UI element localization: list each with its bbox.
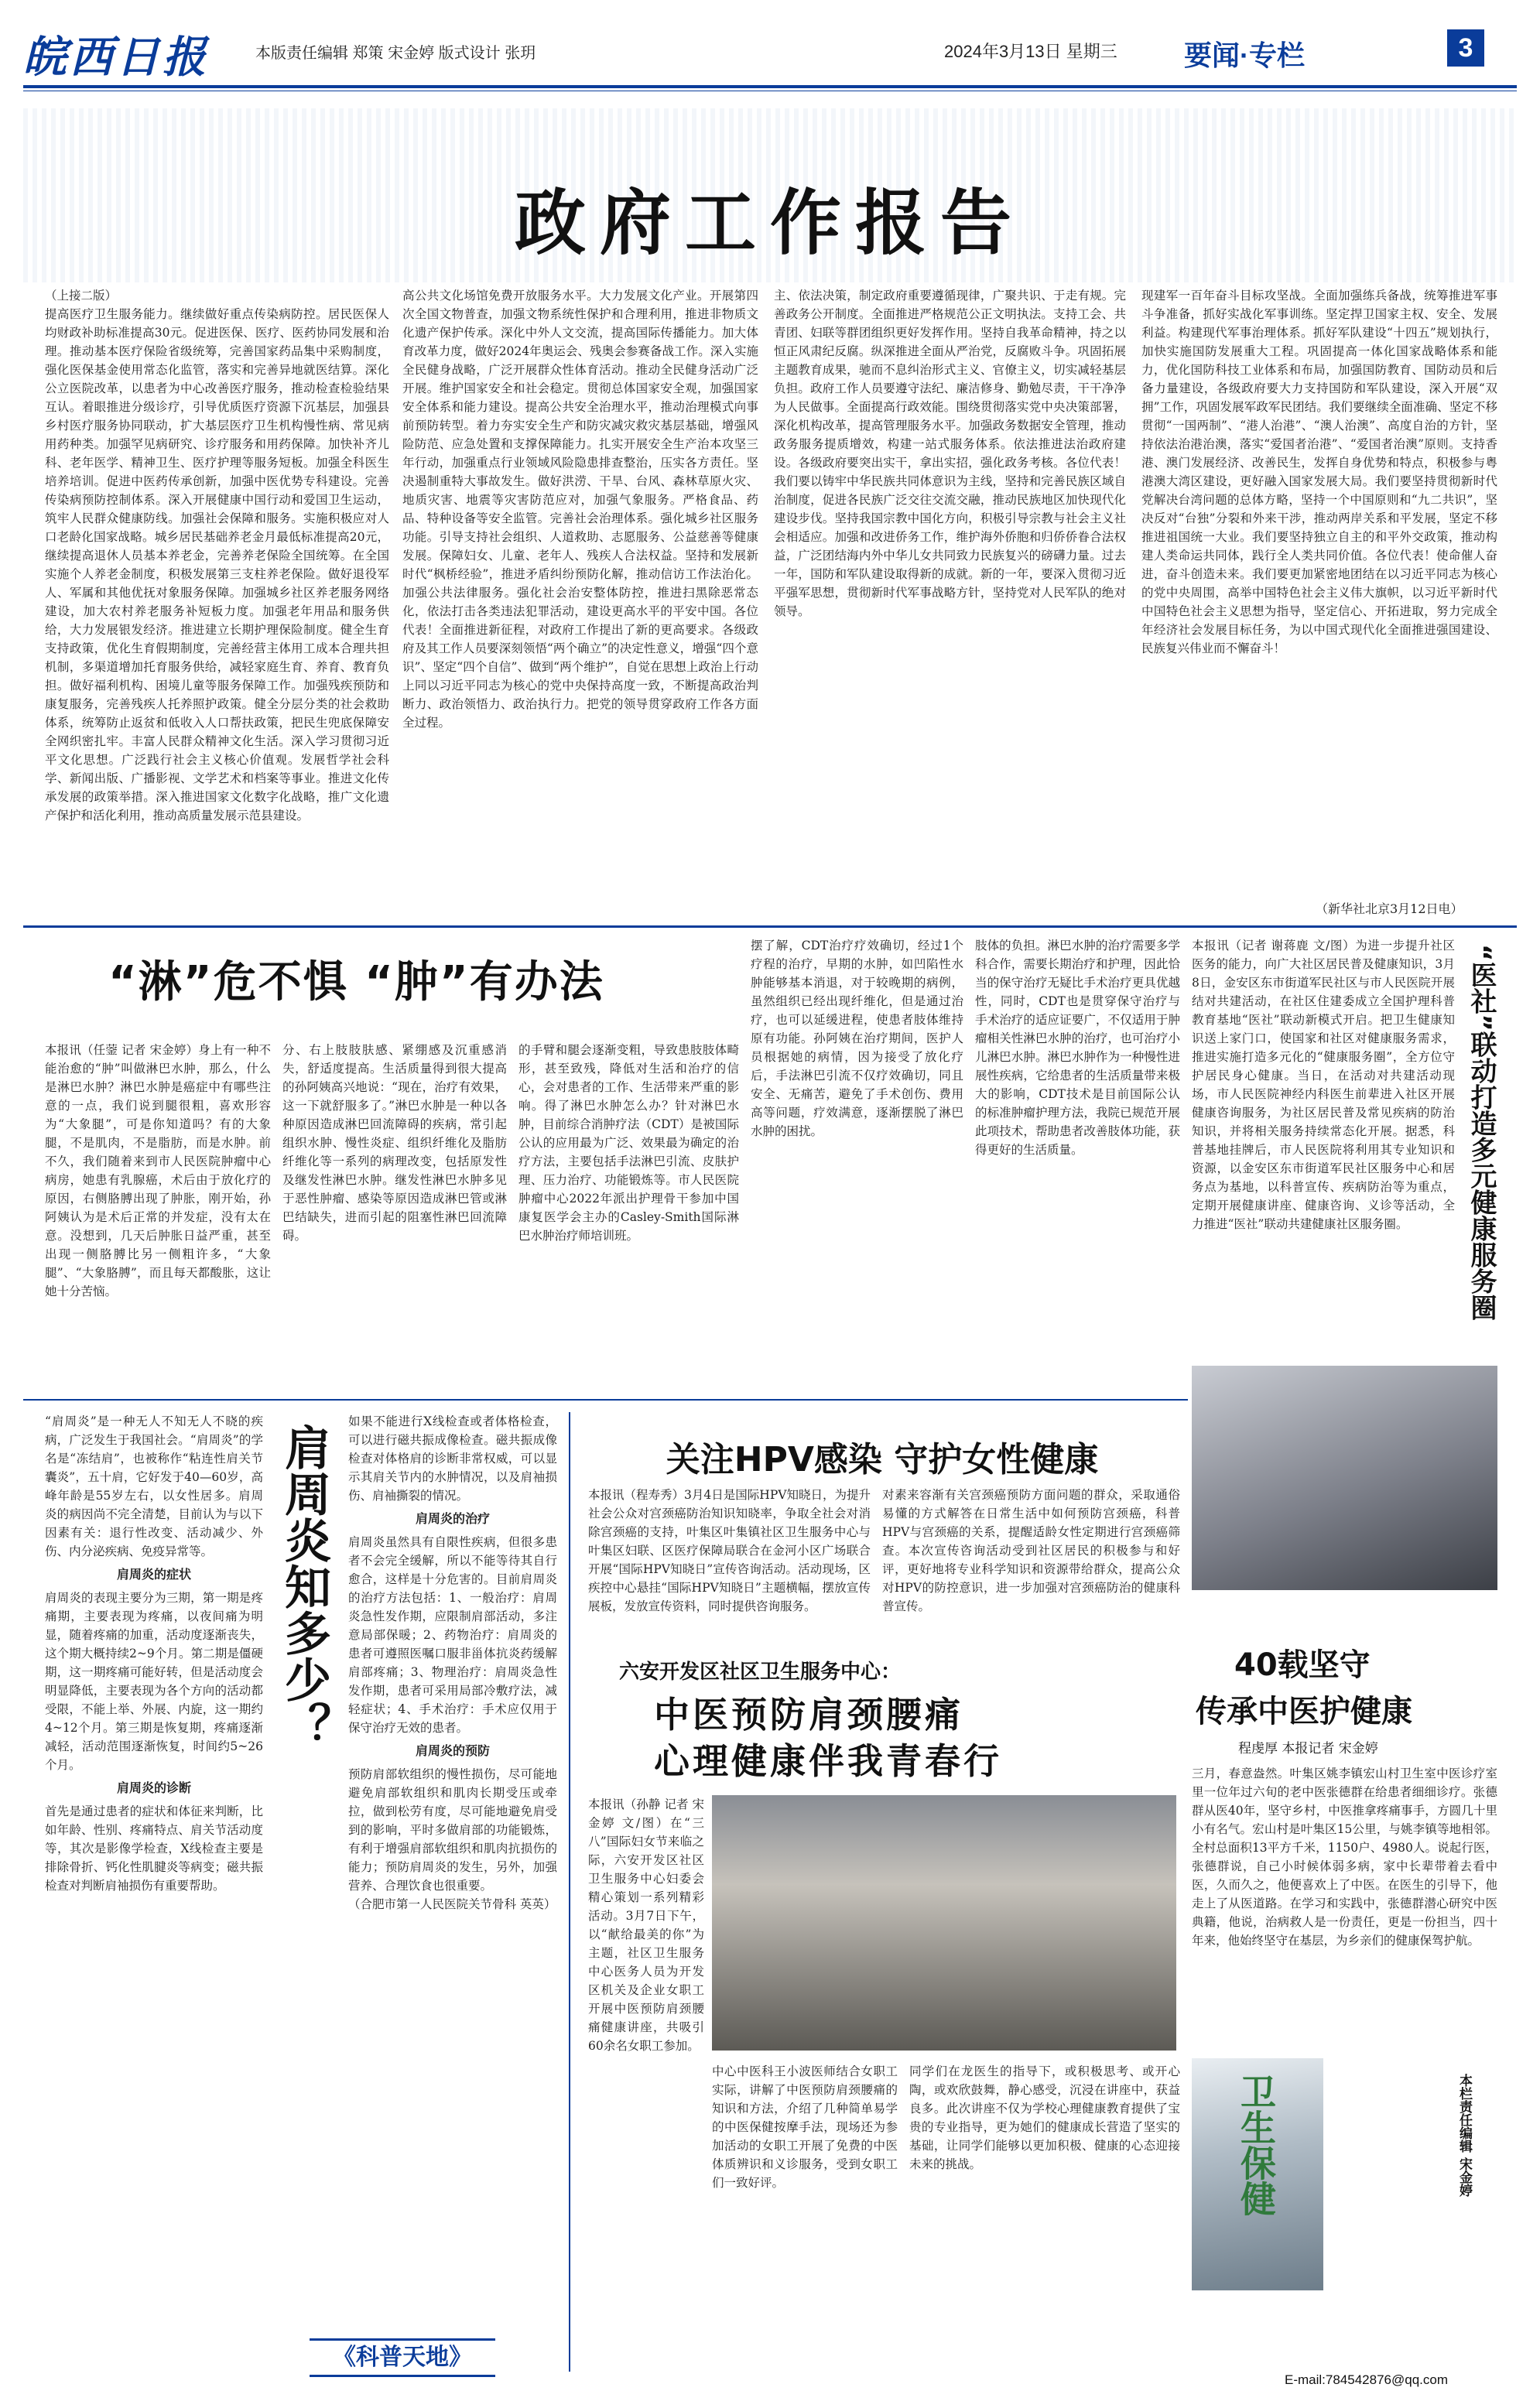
forty-text: 三月，春意盎然。叶集区姚李镇宏山村卫生室中医诊疗室里一位年过六旬的老中医张德群在给患者细细诊疗。张德群从医40年，坚守乡村，中医推拿疼痛事手，方圆几十里小有名气。宏山村是叶集区15公里，与姚李镇等地相邻。全村总面积13平方千米，1150户、4980人。说起行医，张德群说，自己小时候体弱多病，家中长辈带着去看中医，久而久之，他便喜欢上了中医。在医生的引导下，他走上了从医道路。在学习和实践中，张德群潜心研究中医典籍，他说，治病救人是一份责任，更是一份担当，四十年来，他始终坚守在基层，为乡亲们的健康保驾护航。 xyxy=(1192,1767,1497,1948)
shoulder-treatment-text: 肩周炎虽然具有自限性疾病，但很多患者不会完全缓解，所以不能等待其自行愈合，这样是十分危害的。目前肩周炎的治疗方法包括：1、一般治疗：肩周炎急性发作期，应限制肩部活动，多注意局部保暖；2、药物治疗：肩周炎的患者可遵照医嘱口服非甾体抗炎药缓解肩部疼痛；3、物理治疗：肩周炎急性发作期，患者可采用局部冷敷疗法，减轻症状；4、手术治疗：手术应仅用于保守治疗无效的患者。 xyxy=(348,1535,557,1735)
hpv-text-2: 对素来容渐有关宫颈癌预防方面问题的群众，采取通俗易懂的方式解答在日常生活中如何预防宫颈癌，科普HPV与宫颈癌的关系，提醒适龄女性定期进行宫颈癌筛查。本次宣传咨询活动受到社区居民的积极参与和好评，更好地将专业科学知识和资源带给群众，提高公众对HPV的防控意识，进一步加强对宫颈癌防治的健康科普宣传。 xyxy=(882,1488,1180,1613)
tcm-text-2: 中心中医科王小波医师结合女职工实际，讲解了中医预防肩颈腰痛的知识和方法，介绍了几种简单易学的中医保健按摩手法，现场还为参加活动的女职工开展了免费的中医体质辨识和义诊服务，受到女职工们一致好评。 xyxy=(712,2064,898,2190)
report-column-3 xyxy=(774,286,1126,921)
report-text-3: 主、依法决策，制定政府重要遵循现律，广聚共识、于走有规。完善政务公开制度。全面推进严格规范公正文明执法。支持工会、共青团、妇联等群团组织更好发挥作用。坚持自我革命精神，持之以恒正风肃纪反腐。纵深推进全面从严治党，反腐败斗争。巩固拓展主题教育成果，驰而不息纠治形式主义、官僚主义，切实减轻基层负担。政府工作人员要遵守法纪、廉洁修身、勤勉尽责，干干净净为人民做事。全面提高行政效能。围绕贯彻落实党中央决策部署，深化机构改革，提高管理服务水平。加强政务数据安全管理，推动政务服务提质增效，构建一站式服务体系。依法推进法治政府建设。各级政府要突出实干，拿出实招，强化政务考核。各位代表！我们要以铸牢中华民族共同体意识为主线，坚持和完善民族区域自治制度，促进各民族广泛交往交流交融，推动民族地区加快现代化建设步伐。坚持我国宗教中国化方向，积极引导宗教与社会主义社会相适应。加强和改进侨务工作，维护海外侨胞和归侨侨眷合法权益，广泛团结海内外中华儿女共同致力民族复兴的磅礴力量。过去一年，国防和军队建设取得新的成就。新的一年，要深入贯彻习近平强军思想，贯彻新时代军事战略方针，坚持党对人民军队的绝对领导。 xyxy=(774,289,1126,618)
continued-note: （上接二版） xyxy=(45,289,118,303)
section-divider-2 xyxy=(23,1399,1188,1401)
tcm-text-1: 本报讯（孙静 记者 宋金婷 文/图）在“三八”国际妇女节来临之际，六安开发区社区卫生服务中心妇委会精心策划一系列精彩活动。3月7日下午，以“献给最美的你”为主题，社区卫生服务中心医务人员为开发区机关及企业女职工开展中医预防肩颈腰痛健康讲座，共吸引60余名女职工参加。 xyxy=(588,1797,704,2053)
forty-headline-2: 传承中医护健康 xyxy=(1196,1694,1412,1729)
hpv-column-1 xyxy=(588,1486,871,1648)
editor-credits: 本版责任编辑 郑策 宋金婷 版式设计 张玥 xyxy=(255,45,536,62)
tcm-text-3: 同学们在龙医生的指导下，或积极思考、或开心陶，或欢欣鼓舞，静心感受，沉浸在讲座中，获益良多。此次讲座不仅为学校心理健康教育提供了宝贵的专业指导，更为她们的健康成长营造了坚实的基础，让同学们能够以更加积极、健康的心态迎接未来的挑战。 xyxy=(909,2064,1180,2171)
medical-social-text xyxy=(1192,936,1455,1358)
lymph-column-2 xyxy=(282,1041,507,1393)
column-editor: 本栏责任编辑 宋金婷 xyxy=(1456,2074,1472,2197)
kepu-column-label: 《科普天地》 xyxy=(310,2338,495,2377)
shoulder-diagnosis-heading: 肩周炎的诊断 xyxy=(116,1780,191,1795)
column-rule xyxy=(569,1412,570,2372)
page-number-badge: 3 xyxy=(1447,29,1484,67)
tcm-column-3 xyxy=(909,2062,1180,2372)
forty-headline-1: 40载坚守 xyxy=(1234,1647,1371,1683)
issue-date: 2024年3月13日 星期三 xyxy=(944,42,1117,61)
shoulder-intro: “肩周炎”是一种无人不知无人不晓的疾病，广泛发生于我国社会。“肩周炎”的学名是“冻结肩”，也被称作“粘连性肩关节囊炎”，五十肩，它好发于40—60岁，高峰年龄是55岁左右，以女性居多。肩周炎的病因尚不完全清楚，目前认为与以下因素有关：退行性改变、活动减少、外伤、内分泌疾病、免疫异常等。 xyxy=(45,1414,263,1558)
report-text-4: 现建军一百年奋斗目标攻坚战。全面加强练兵备战，统筹推进军事斗争准备，抓好实战化军事训练。坚定捍卫国家主权、安全、发展利益。构建现代军事治理体系。抓好军队建设“十四五”规划执行，加快实施国防发展重大工程。巩固提高一体化国家战略体系和能力，优化国防科技工业体系和布局，加强国防教育、国防动员和后备力量建设，各级政府要大力支持国防和军队建设，深入开展“双拥”工作，巩固发展军政军民团结。我们要继续全面准确、坚定不移贯彻“一国两制”、“港人治港”、“澳人治澳”、高度自治的方针，坚持依法治港治澳，落实“爱国者治港”、“爱国者治澳”原则。支持香港、澳门发展经济、改善民生，发挥自身优势和特点，积极参与粤港澳大湾区建设，更好融入国家发展大局。我们要坚持贯彻新时代党解决台湾问题的总体方略，坚持一个中国原则和“九二共识”，坚决反对“台独”分裂和外来干涉，推动两岸关系和平发展，坚定不移推进祖国统一大业。我们要坚持独立自主的和平外交政策，推动构建人类命运共同体，践行全人类共同价值。各位代表！使命催人奋进，奋斗创造未来。我们要更加紧密地团结在以习近平同志为核心的党中央周围，高举中国特色社会主义伟大旗帜，以习近平新时代中国特色社会主义思想为指导，坚定信心、开拓进取，努力完成全年经济社会发展目标任务，为以中国式现代化全面推进强国建设、民族复兴伟业而不懈奋斗！ xyxy=(1141,289,1497,655)
section-title: 要闻·专栏 xyxy=(1184,39,1305,71)
hpv-text-1: 本报讯（程寿秀）3月4日是国际HPV知晓日，为提升社会公众对宫颈癌防治知识知晓率，争取全社会对消除宫颈癌的支持，叶集区叶集镇社区卫生服务中心与叶集区妇联、区医疗保障局联合在金河小区广场联合开展“国际HPV知晓日”宣传咨询活动。活动现场，区疾控中心悬挂“国际HPV知晓日”主题横幅，摆放宣传展板，发放宣传资料，同时提供咨询服务。 xyxy=(588,1488,871,1613)
lymph-column-5 xyxy=(975,936,1180,1393)
lymph-column-3 xyxy=(518,1041,739,1393)
shoulder-source: （合肥市第一人民医院关节骨科 英英） xyxy=(348,1897,556,1911)
hpv-headline: 关注HPV感染 守护女性健康 xyxy=(666,1440,1099,1479)
forty-byline: 程虔厚 本报记者 宋金婷 xyxy=(1238,1741,1378,1756)
lymph-text-5: 肢体的负担。淋巴水肿的治疗需要多学科合作，需要长期治疗和护理，因此恰当的保守治疗无疑比手术治疗更具优越性，同时，CDT也是贯穿保守治疗与手术治疗的适应证要广，不仅适用于肿瘤相关性淋巴水肿的治疗，也可治疗小儿淋巴水肿。淋巴水肿作为一种慢性进展性疾病，它给患者的生活质量带来极大的影响，CDT技术是目前国际公认的标准肿瘤护理方法，我院已规范开展此项技术，帮助患者改善肢体功能，获得更好的生活质量。 xyxy=(975,939,1180,1157)
forty-body xyxy=(1192,1764,1497,2039)
shoulder-symptoms-text: 肩周炎的表现主要分为三期，第一期是疼痛期，主要表现为疼痛，以夜间痛为明显，随着疼痛的加重，活动度逐渐丧失，这个期大概持续2~9个月。第二期是僵硬期，这一期疼痛可能好转，但是活动度会明显降低，主要表现为各个方向的活动都受限，不能上举、外展、内旋，这一期约4~12个月。第三期是恢复期，疼痛逐渐减轻，活动范围逐渐恢复，时间约5~26个月。 xyxy=(45,1591,263,1772)
report-column-2 xyxy=(402,286,758,921)
report-column-1 xyxy=(45,286,389,921)
medical-social-body: 本报讯（记者 谢蒋鹿 文/图）为进一步提升社区医务的能力，向广大社区居民普及健康知识，3月8日，金安区东市街道军民社区与市人民医院开展结对共建活动，在社区住建委成立全国护理科普教育基地“医社”联动新模式开启。把卫生健康知识送上家门口，使国家和社区对健康服务需求，推进实施打造多元化的“健康服务圈”，全方位守护居民身心健康。当日，在活动对共建活动现场，市人民医院神经内科医生前辈进入社区开展健康咨询服务，为社区居民普及常见疾病的防治知识，并将相关服务持续常态化开展。据悉，科普基地挂牌后，市人民医院将利用其专业知识和资源，以金安区东市街道军民社区服务中心和居务点为基地，以科普宣传、疾病防治等为重点，定期开展健康讲座、健康咨询、义诊等活动，全力推进“医社”联动共建健康社区服务圈。 xyxy=(1192,939,1455,1231)
report-column-4 xyxy=(1141,286,1497,898)
lymph-text-1: 本报讯（任蓥 记者 宋金婷）身上有一种不能治愈的“肿”叫做淋巴水肿，那么，什么是淋巴水肿？淋巴水肿是癌症中有哪些注意的一点，我们说到腿很粗，喜欢形容为“大象腿”，可是你知道吗？有的大象腿，不是肌肉，不是脂肪，而是水肿。前不久，我们随着来到市人民医院肿瘤中心病房，她患有乳腺癌，术后由于放化疗的原因，右侧胳膊出现了肿胀，刚开始，孙阿姨认为是术后正常的并发症，没有太在意。没想到，几天后肿胀日益严重，甚至出现一侧胳膊比另一侧粗许多，“大象腿”、“大象胳膊”，而且每天都酸胀，这让她十分苦恼。 xyxy=(45,1043,271,1298)
shoulder-symptoms-heading: 肩周炎的症状 xyxy=(116,1567,191,1582)
masthead-rule xyxy=(23,85,1517,88)
shoulder-diagnosis-text: 首先是通过患者的症状和体征来判断，比如年龄、性别、疼痛特点、肩关节活动度等，其次是影像学检查，X线检查主要是排除骨折、钙化性肌腱炎等病变；磁共振检查对判断肩袖损伤有重要帮助。 xyxy=(45,1804,263,1893)
shoulder-prevention-heading: 肩周炎的预防 xyxy=(415,1743,490,1758)
contact-email: E-mail:784542876@qq.com xyxy=(1285,2372,1448,2387)
hpv-column-2 xyxy=(882,1486,1180,1648)
shoulder-column-1 xyxy=(45,1412,263,2325)
shoulder-column-2 xyxy=(348,1412,557,2325)
report-text-1: 提高医疗卫生服务能力。继续做好重点传染病防控。居民医保人均财政补助标准提高30元。促进医保、医疗、医药协同发展和治理。推动基本医疗保险省级统筹，完善国家药品集中采购制度，强化医保基金使用常态化监管，落实和完善异地就医结算。深化公立医院改革，以患者为中心改善医疗服务，推动检查检验结果互认。着眼推进分级诊疗，引导优质医疗资源下沉基层，加强县乡村医疗服务协同联动，扩大基层医疗卫生机构慢性病、常见病用药种类。加强罕见病研究、诊疗服务和用药保障。加快补齐儿科、老年医学、精神卫生、医疗护理等服务短板。加强全科医生培养培训。促进中医药传承创新，加强中医优势专科建设。完善传染病预防控制体系。深入开展健康中国行动和爱国卫生运动，筑牢人民群众健康防线。加强社会保障和服务。实施积极应对人口老龄化国家战略。城乡居民基础养老金月最低标准提高20元，继续提高退休人员基本养老金，完善养老保险全国统筹。在全国实施个人养老金制度，积极发展第三支柱养老保险。做好退役军人、军属和其他优抚对象服务保障。加强城乡社区养老服务网络建设，加大农村养老服务补短板力度。加强老年用品和服务供给，大力发展银发经济。推进建立长期护理保险制度。健全生育支持政策，优化生育假期制度，完善经营主体用工成本合理共担机制，多渠道增加托育服务供给，减轻家庭生育、养育、教育负担。做好福利机构、困境儿童等服务保障工作。加强残疾预防和康复服务，完善残疾人托养照护政策。健全分层分类的社会救助体系，统筹防止返贫和低收入人口帮扶政策，把民生兜底保障安全网织密扎牢。丰富人民群众精神文化生活。深入学习贯彻习近平文化思想。广泛践行社会主义核心价值观。发展哲学社会科学、新闻出版、广播影视、文学艺术和档案等事业。推进文化传承发展的政策举措。深入推进国家文化数字化战略，推广文化遗产保护和活化利用，推动高质量发展示范县建设。 xyxy=(45,307,389,823)
report-title: 政府工作报告 xyxy=(514,182,1025,265)
tcm-kicker: 六安开发区社区卫生服务中心： xyxy=(619,1661,902,1684)
section-divider xyxy=(23,925,1517,928)
shoulder-prevention-text: 预防肩部软组织的慢性损伤，尽可能地避免肩部软组织和肌肉长期受压或牵拉，做到松劳有度，尽可能地避免肩受到的影响，平时多做肩部的功能锻炼，有利于增强肩部软组织和肌肉抗损伤的能力；预防肩周炎的发生，另外，加强营养、合理饮食也很重要。 xyxy=(348,1767,557,1893)
report-source: （新华社北京3月12日电） xyxy=(1316,901,1463,916)
lymph-column-4 xyxy=(751,936,963,1393)
shoulder-treatment-heading: 肩周炎的治疗 xyxy=(415,1511,490,1526)
shoulder-headline: 肩周炎知多少？ xyxy=(277,1424,331,1749)
newspaper-logo: 皖西日报 xyxy=(23,32,209,83)
tcm-headline-2: 心理健康伴我青春行 xyxy=(654,1740,1002,1782)
report-text-2: 高公共文化场馆免费开放服务水平。大力发展文化产业。开展第四次全国文物普查，加强文物系统性保护和合理利用，推进非物质文化遗产保护传承。深化中外人文交流，提高国际传播能力。加大体育改革力度，做好2024年奥运会、残奥会参赛备战工作。深入实施全民健身战略，广泛开展群众性体育活动。推动全民健身活动广泛开展。维护国家安全和社会稳定。贯彻总体国家安全观，加强国家安全体系和能力建设。提高公共安全治理水平，推动治理模式向事前预防转型。着力夯实安全生产和防灾减灾救灾基层基础，增强风险防范、应急处置和支撑保障能力。扎实开展安全生产治本攻坚三年行动，加强重点行业领域风险隐患排查整治，压实各方责任。坚决遏制重特大事故发生。做好洪涝、干旱、台风、森林草原火灾、地质灾害、地震等灾害防范应对，加强气象服务。严格食品、药品、特种设备等安全监管。完善社会治理体系。强化城乡社区服务功能。引导支持社会组织、人道救助、志愿服务、公益慈善等健康发展。保障妇女、儿童、老年人、残疾人合法权益。坚持和发展新时代“枫桥经验”，推进矛盾纠纷预防化解，推动信访工作法治化。加强公共法律服务。强化社会治安整体防控，推进扫黑除恶常态化，依法打击各类违法犯罪活动，建设更高水平的平安中国。各位代表！全面推进新征程，对政府工作提出了新的更高要求。各级政府及其工作人员要深刻领悟“两个确立”的决定性意义，增强“四个意识”、坚定“四个自信”、做到“两个维护”，自觉在思想上政治上行动上同以习近平同志为核心的党中央保持高度一致，不断提高政治判断力、政治领悟力、政治执行力。把党的领导贯穿政府工作各方面全过程。 xyxy=(402,289,758,730)
lymph-text-4: 摆了解，CDT治疗疗效确切，经过1个疗程的治疗，早期的水肿，如凹陷性水肿能够基本消退，对于较晚期的病例，虽然组织已经出现纤维化，但是通过治疗，也可以延缓进程，使患者肢体维持原有功能。孙阿姨在治疗期间，医护人员根据她的病情，因为接受了放化疗后，手法淋巴引流不仅疗效确切，同且安全、无痛苦，避免了手术创伤、费用高等问题，疗效满意，逐渐摆脱了淋巴水肿的困扰。 xyxy=(751,939,963,1138)
column-logo-text: 卫生保健 xyxy=(1235,2074,1277,2216)
shoulder-exam-text: 如果不能进行X线检查或者体格检查，可以进行磁共振成像检查。磁共振成像检查对体格肩的诊断非常权威，可以显示其肩关节内的水肿情况，以及肩袖损伤、肩袖撕裂的情况。 xyxy=(348,1414,557,1503)
health-lecture-photo xyxy=(1192,1366,1497,1590)
tcm-lecture-photo xyxy=(712,1795,1176,2051)
tcm-column-2 xyxy=(712,2062,898,2372)
lymph-text-3: 的手臂和腿会逐渐变粗，导致患肢肢体畸形，甚至致残，降低对生活和治疗的信心，会对患者的工作、生活带来严重的影响。得了淋巴水肿怎么办？针对淋巴水肿，目前综合消肿疗法（CDT）是被国际公认的应用最为广泛、效果最为确定的治疗方法，主要包括手法淋巴引流、皮肤护理、压力治疗、功能锻炼等。市人民医院肿瘤中心2022年派出护理骨干参加中国康复医学会主办的Casley-Smith国际淋巴水肿治疗师培训班。 xyxy=(518,1043,739,1243)
tcm-column-1 xyxy=(588,1795,704,2368)
tcm-headline-1: 中医预防肩颈腰痛 xyxy=(654,1694,963,1736)
medical-social-headline: “医社”联动打造多元健康服务圈 xyxy=(1466,944,1497,1321)
lymph-headline: “淋”危不惧 “肿”有办法 xyxy=(108,957,604,1007)
lymph-text-2: 分、右上肢肢肤感、紧绷感及沉重感消失，舒适度提高。生活质量得到很大提高的孙阿姨高兴地说：“现在，治疗有效果，这一下就舒服多了。”淋巴水肿是一种以各种原因造成淋巴回流障碍的疾病，常引起组织水肿、慢性炎症、组织纤维化及脂肪纤维化等一系列的病理改变，包括原发性及继发性淋巴水肿。继发性淋巴水肿多见于恶性肿瘤、感染等原因造成淋巴管或淋巴结缺失，进而引起的阻塞性淋巴回流障碍。 xyxy=(282,1043,507,1243)
lymph-column-1 xyxy=(45,1041,271,1393)
